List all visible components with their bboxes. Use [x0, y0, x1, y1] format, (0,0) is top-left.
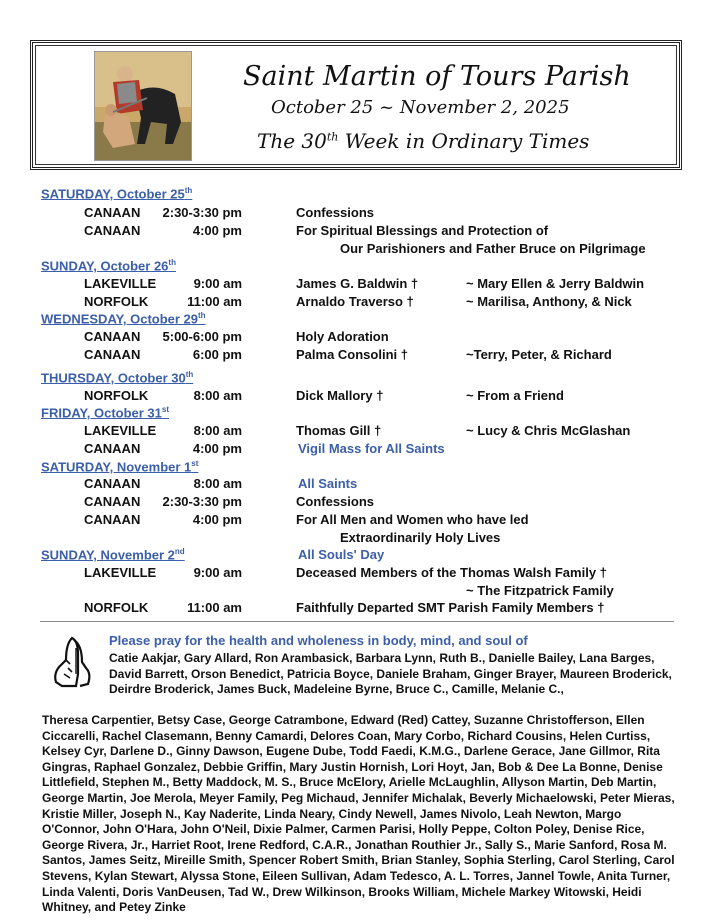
mass-location: CANAAN [84, 205, 141, 220]
day-heading [41, 405, 169, 420]
week-dates: October 25 ~ November 2, 2025 [271, 97, 570, 118]
day-ordinal-suffix: th [185, 370, 194, 379]
week-text: The 30 [257, 129, 327, 153]
day-ordinal-suffix: nd [174, 547, 185, 556]
day-ordinal-suffix: th [184, 186, 193, 195]
mass-time: 2:30-3:30 pm [162, 205, 242, 220]
day-heading [41, 459, 198, 474]
mass-intention: James G. Baldwin † [296, 276, 419, 291]
mass-location: NORFOLK [84, 388, 149, 403]
mass-location: CANAAN [84, 329, 141, 344]
mass-intention: All Saints [298, 476, 358, 491]
mass-location: LAKEVILLE [84, 423, 157, 438]
day-ordinal-suffix: th [198, 311, 206, 320]
day-heading [41, 311, 206, 326]
mass-intention: Vigil Mass for All Saints [298, 441, 445, 456]
mass-donor: ~Terry, Peter, & Richard [466, 347, 612, 362]
mass-intention: Faithfully Departed SMT Parish Family Members † [296, 600, 605, 615]
mass-time: 11:00 am [187, 294, 242, 309]
mass-intention: All Souls' Day [298, 547, 385, 562]
week-ordinal-suffix: th [326, 130, 339, 144]
mass-donor: ~ Lucy & Chris McGlashan [466, 423, 631, 438]
mass-intention: Deceased Members of the Thomas Walsh Family † [296, 565, 607, 580]
mass-location: LAKEVILLE [84, 276, 157, 291]
mass-time: 5:00-6:00 pm [162, 329, 242, 344]
day-heading-text: SUNDAY, November 2 [41, 547, 175, 563]
mass-intention: Confessions [296, 494, 375, 509]
week-text-rest: Week in Ordinary Times [338, 129, 590, 153]
mass-location: CANAAN [84, 223, 141, 238]
mass-intention: Palma Consolini † [296, 347, 408, 362]
mass-intention: For All Men and Women who have led [296, 512, 529, 527]
mass-intention: Holy Adoration [296, 329, 389, 344]
section-divider [40, 621, 674, 622]
mass-time: 8:00 am [193, 476, 242, 491]
mass-location: CANAAN [84, 476, 141, 491]
day-heading-text: WEDNESDAY, October 29 [41, 311, 199, 327]
mass-donor: ~ Mary Ellen & Jerry Baldwin [466, 276, 645, 291]
mass-time: 8:00 am [193, 388, 242, 403]
day-heading-text: SUNDAY, October 26 [41, 258, 169, 274]
mass-intention: For Spiritual Blessings and Protection of [296, 223, 549, 238]
mass-time: 4:00 pm [192, 512, 242, 527]
mass-time: 6:00 pm [192, 347, 242, 362]
day-heading-text: SATURDAY, November 1 [41, 459, 192, 475]
parish-title: Saint Martin of Tours Parish [243, 61, 631, 92]
mass-time: 11:00 am [187, 600, 242, 615]
prayer-names-bottom: Theresa Carpentier, Betsy Case, George Catrambone, Edward (Red) Cattey, Suzanne Christofferson, Ellen Ciccarelli, Rachel Clasemann, Benny Camardi, Delores Coan, Mary Corbo, Richard Cousins, Helen Curtiss, Kelsey Cyr, Darlene D., Ginny Dawson, Eugene Dube, Todd Faedi, K.M.G., Darlene Gerace, Jane Gillmor, Rita Gingras, Raphael Gonzalez, Debbie Griffin, Mary Justin Hornish, Lori Hoyt, Jan, Bob & Dee La Bonne, Denise Littlefield, Stephen M., Betty Maddock, M. S., Bruce McElory, Arielle McLaughlin, Allyson Martin, Deb Martin, George Martin, Joe Merola, Meyer Family, Peg Michaud, Jennifer Michalak, Beverly Michaelowski, Peter Mieras, Kristie Miller, Joseph N., Kay Naderite, Linda Neary, Cindy Newell, James Nivolo, Leah Newton, Margo O'Connor, John O'Hara, John O'Neil, Dixie Palmer, Carmen Parisi, Holly Peppe, Colton Poley, Denise Rice, George Rivera, Jr., Harriet Root, Irene Redford, C.A.R., Jonathan Routhier Jr., Sally S., Marie Sanford, Rosa M. Santos, James Seitz, Mireille Smith, Spencer Robert Smith, Brian Stanley, Sophia Sterling, Carol Sterling, Carol Stevens, Kylan Stewart, Alyssa Stone, Eileen Sullivan, Adam Tedesco, A. L. Torres, Jannel Towle, Anita Turner, Linda Valenti, Doris VanDeusen, Tad W., Drew Wilkinson, Brooks William, Michele Markey Witowski, Heidi Whitney, and Petey Zinke [42, 713, 675, 915]
prayer-heading: Please pray for the health and wholeness in body, mind, and soul of [109, 633, 528, 648]
prayer-names-top: Catie Aakjar, Gary Allard, Ron Arambasick, Barbara Lynn, Ruth B., Danielle Bailey, Lana Barges, David Barrett, Orson Benedict, Patricia Boyce, Daniele Braham, Ginger Brayer, Maureen Broderick, Deirdre Broderick, James Buck, Madeleine Byrne, Bruce C., Camille, Melanie C., [109, 651, 672, 697]
praying-hands-icon [46, 634, 98, 690]
day-heading [41, 370, 193, 385]
day-ordinal-suffix: th [168, 258, 176, 267]
mass-location: CANAAN [84, 512, 141, 527]
mass-location: CANAAN [84, 494, 141, 509]
mass-time: 4:00 pm [192, 441, 242, 456]
mass-location: CANAAN [84, 347, 141, 362]
day-ordinal-suffix: st [161, 405, 170, 414]
mass-location: LAKEVILLE [84, 565, 157, 580]
day-heading-text: THURSDAY, October 30 [41, 370, 186, 386]
mass-time: 2:30-3:30 pm [162, 494, 242, 509]
day-heading [41, 547, 185, 562]
mass-location: NORFOLK [84, 294, 149, 309]
mass-time: 9:00 am [193, 565, 242, 580]
mass-intention: Confessions [296, 205, 375, 220]
mass-time: 4:00 pm [192, 223, 242, 238]
day-heading-text: SATURDAY, October 25 [41, 186, 185, 202]
mass-time: 8:00 am [193, 423, 242, 438]
mass-intention: Arnaldo Traverso † [296, 294, 414, 309]
mass-location: NORFOLK [84, 600, 149, 615]
day-heading [41, 258, 176, 273]
mass-intention: Dick Mallory † [296, 388, 384, 403]
mass-time: 9:00 am [193, 276, 242, 291]
mass-intention: Thomas Gill † [296, 423, 382, 438]
day-heading-text: FRIDAY, October 31 [41, 405, 162, 421]
day-heading [41, 186, 192, 201]
mass-donor: ~ From a Friend [466, 388, 564, 403]
mass-intention: Extraordinarily Holy Lives [340, 530, 501, 545]
mass-intention: Our Parishioners and Father Bruce on Pilgrimage [340, 241, 646, 256]
day-ordinal-suffix: st [191, 459, 199, 468]
mass-donor: ~ Marilisa, Anthony, & Nick [466, 294, 632, 309]
mass-location: CANAAN [84, 441, 141, 456]
mass-donor: ~ The Fitzpatrick Family [466, 583, 614, 598]
